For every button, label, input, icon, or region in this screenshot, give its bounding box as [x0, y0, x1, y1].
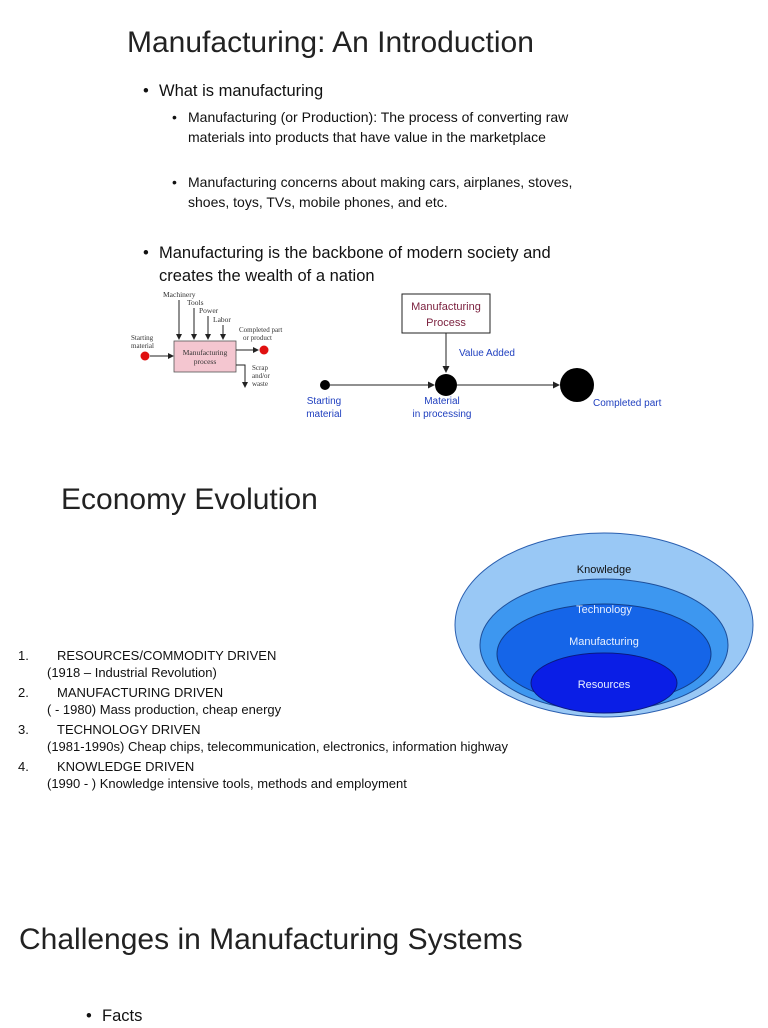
list-item-detail: (1990 - ) Knowledge intensive tools, methods and employment — [47, 776, 407, 791]
list-item — [18, 758, 578, 795]
ring-label-knowledge: Knowledge — [576, 564, 632, 576]
material-in-processing-node — [435, 374, 457, 396]
starting-label-line1: Starting — [306, 396, 342, 407]
list-item-number: 4. — [18, 759, 29, 774]
list-item-detail: (1918 – Industrial Revolution) — [47, 665, 217, 680]
scrap-label-line2: and/or — [252, 372, 270, 380]
list-item-detail: (1981-1990s) Cheap chips, telecommunication, electronics, information highway — [47, 739, 509, 754]
list-item-number: 3. — [18, 722, 29, 737]
starting-label-line1: Starting — [131, 334, 154, 342]
section-title-intro: Manufacturing: An Introduction — [127, 26, 534, 59]
sub-bullet-text: Manufacturing concerns about making cars, airplanes, stoves, shoes, toys, TVs, mobile phones, and etc. — [188, 174, 573, 210]
ring-label-resources: Resources — [577, 679, 631, 691]
completed-label-line2: or product — [243, 334, 272, 342]
input-label-power: Power — [199, 306, 219, 315]
material-label-line2: in processing — [412, 409, 472, 420]
list-item-detail: ( - 1980) Mass production, cheap energy — [47, 702, 282, 717]
scrap-label-line3: waste — [252, 380, 268, 388]
list-item — [18, 684, 578, 721]
section-title-challenges: Challenges in Manufacturing Systems — [19, 923, 523, 956]
bullet-dot: • — [86, 1007, 92, 1025]
list-item-head: KNOWLEDGE DRIVEN — [57, 759, 195, 774]
manufacturing-process-diagram-small — [125, 288, 295, 393]
list-item-head: RESOURCES/COMMODITY DRIVEN — [57, 648, 277, 663]
value-added-diagram — [295, 288, 675, 428]
bullet-facts — [86, 1005, 143, 1028]
bullet-text: Manufacturing is the backbone of modern society and creates the wealth of a nation — [159, 244, 551, 285]
list-item-number: 1. — [18, 648, 29, 663]
completed-part-dot — [260, 346, 269, 355]
bullet-text: Facts — [102, 1007, 143, 1025]
bullet-dot: • — [172, 174, 177, 190]
completed-part-label: Completed part — [593, 398, 662, 409]
bullet-dot: • — [143, 82, 149, 100]
starting-material-dot — [141, 352, 150, 361]
list-item — [18, 721, 578, 758]
scrap-arrow — [236, 365, 245, 387]
bullet-text: What is manufacturing — [159, 82, 324, 100]
completed-part-node — [560, 368, 594, 402]
sub-bullet-examples — [172, 172, 608, 212]
process-label-line2: process — [193, 357, 217, 366]
input-label-machinery: Machinery — [163, 290, 196, 299]
ring-label-manufacturing: Manufacturing — [569, 636, 639, 648]
bullet-dot: • — [172, 109, 177, 125]
starting-label-line2: material — [306, 409, 342, 420]
scrap-label-line1: Scrap — [252, 364, 268, 372]
process-box-line2: Process — [426, 317, 466, 329]
starting-label-line2: material — [131, 342, 154, 350]
completed-label-line1: Completed part — [239, 326, 283, 334]
material-label-line1: Material — [424, 396, 460, 407]
process-label-line1: Manufacturing — [182, 348, 228, 357]
section-title-economy: Economy Evolution — [61, 483, 318, 516]
ring-label-technology: Technology — [576, 604, 632, 616]
list-item — [18, 647, 578, 684]
process-box-line1: Manufacturing — [411, 301, 481, 313]
sub-bullet-definition — [172, 107, 608, 147]
value-added-label: Value Added — [459, 348, 515, 359]
bullet-backbone — [143, 242, 609, 288]
list-item-number: 2. — [18, 685, 29, 700]
bullet-what-is-manufacturing — [143, 80, 324, 103]
economy-evolution-list — [18, 647, 578, 795]
bullet-dot: • — [143, 244, 149, 262]
starting-material-node — [320, 380, 330, 390]
input-label-tools: Tools — [187, 298, 204, 307]
sub-bullet-text: Manufacturing (or Production): The process of converting raw materials into products that have value in the marketplace — [188, 109, 569, 145]
list-item-head: TECHNOLOGY DRIVEN — [57, 722, 201, 737]
input-label-labor: Labor — [213, 315, 231, 324]
list-item-head: MANUFACTURING DRIVEN — [57, 685, 224, 700]
